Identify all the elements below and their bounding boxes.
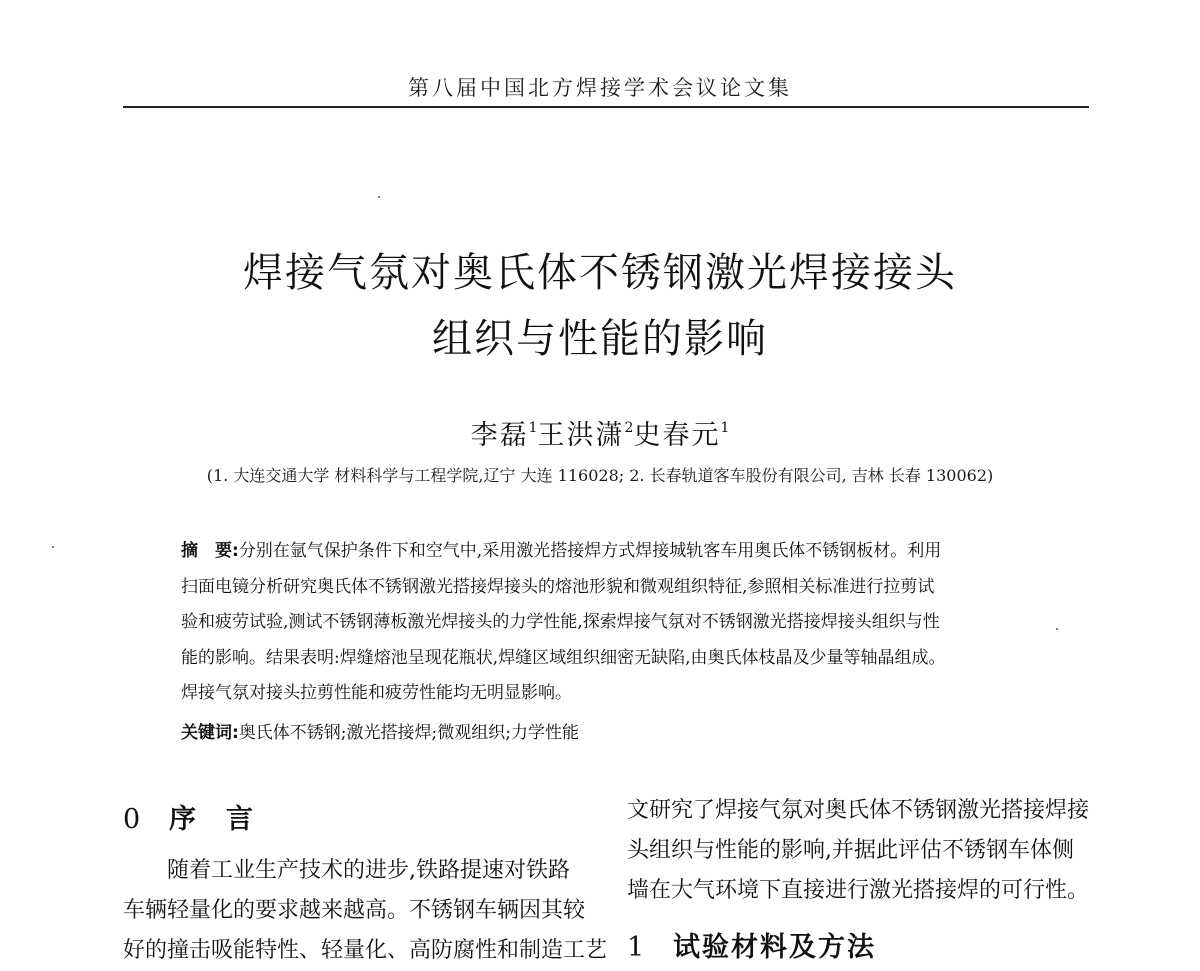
- section-number: 0: [123, 804, 141, 835]
- keywords-label: 关键词:: [181, 723, 239, 743]
- abstract-line: 扫面电镜分析研究奥氏体不锈钢激光搭接焊接头的熔池形貌和微观组织特征,参照相关标准进行拉剪试: [181, 576, 935, 597]
- author-affiliation-mark: 1: [720, 420, 730, 436]
- body-column-right: [627, 791, 1097, 911]
- section-heading-intro: [123, 797, 283, 836]
- section-title: 试验材料及方法: [673, 932, 876, 963]
- abstract-text: 分别在氩气保护条件下和空气中,采用激光搭接焊方式焊接城轨客车用奥氏体不锈钢板材。利用: [238, 541, 942, 561]
- body-column-left: [123, 851, 608, 971]
- body-line: 车辆轻量化的要求越来越高。不锈钢车辆因其较: [123, 898, 586, 923]
- keywords-text: 奥氏体不锈钢;激光搭接焊;微观组织;力学性能: [238, 723, 579, 743]
- section-heading-methods: [627, 925, 876, 964]
- scan-speck: [378, 196, 380, 198]
- scan-speck: [52, 546, 54, 548]
- abstract-line: [181, 534, 1041, 570]
- author-name: 王洪潇: [537, 420, 625, 451]
- body-line: 好的撞击吸能特性、轻量化、高防腐性和制造工艺: [123, 938, 608, 963]
- keywords: [181, 718, 579, 743]
- abstract-line: 验和疲劳试验,测试不锈钢薄板激光焊接头的力学性能,探索焊接气氛对不锈钢激光搭接焊接头组织与性: [181, 612, 940, 632]
- section-number: 1: [627, 932, 645, 963]
- author-name: 史春元: [633, 420, 721, 451]
- abstract-label: 摘 要:: [181, 541, 239, 561]
- body-line: 文研究了焊接气氛对奥氏体不锈钢激光搭接焊接: [627, 798, 1090, 823]
- author-list: [0, 413, 1200, 452]
- author-affiliation-mark: 1: [528, 420, 538, 436]
- author-name: 李磊: [470, 420, 529, 451]
- abstract-line: 能的影响。结果表明:焊缝熔池呈现花瓶状,焊缝区域组织细密无缺陷,由奥氏体枝晶及少量等轴晶组成。: [181, 647, 946, 668]
- body-line: 随着工业生产技术的进步,铁路提速对铁路: [167, 858, 570, 883]
- paper-title-line-2: 组织与性能的影响: [432, 316, 768, 362]
- running-header: 第八届中国北方焊接学术会议论文集: [408, 76, 792, 100]
- section-title: 序言: [169, 804, 283, 835]
- abstract: [181, 534, 1041, 712]
- affiliation-line: (1. 大连交通大学 材料科学与工程学院,辽宁 大连 116028; 2. 长春轨道客车股份有限公司, 吉林 长春 130062): [206, 466, 994, 485]
- body-line: 头组织与性能的影响,并据此评估不锈钢车体侧: [627, 838, 1074, 863]
- author-affiliation-mark: 2: [624, 420, 634, 436]
- body-line: 墙在大气环境下直接进行激光搭接焊的可行性。: [627, 878, 1090, 903]
- paper-title-line-1: 焊接气氛对奥氏体不锈钢激光焊接接头: [243, 250, 957, 296]
- scan-speck: [1056, 628, 1058, 630]
- header-rule: [123, 106, 1089, 108]
- abstract-line: 焊接气氛对接头拉剪性能和疲劳性能均无明显影响。: [181, 683, 572, 703]
